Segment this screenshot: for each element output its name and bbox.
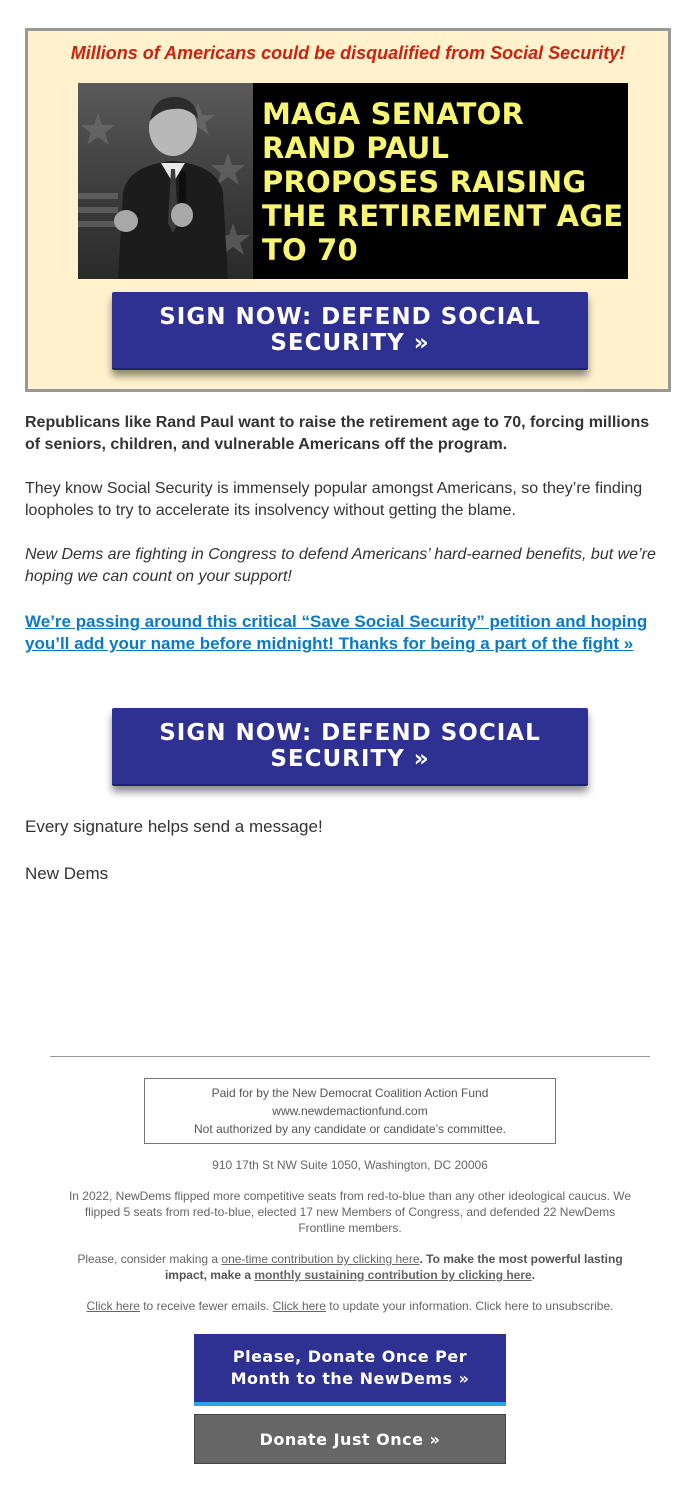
- one-time-contribution-link[interactable]: one-time contribution by clicking here: [221, 1252, 420, 1266]
- banner-headline: Millions of Americans could be disqualified from Social Security!: [70, 43, 626, 63]
- monthly-contribution-link[interactable]: monthly sustaining contribution by clicking here: [254, 1268, 532, 1282]
- paid-for-disclaimer: [144, 1078, 556, 1144]
- appeal-paragraph: New Dems are fighting in Congress to defend Americans’ hard-earned benefits, but we’re hoping we can count on your support!: [25, 546, 656, 585]
- update-info-link[interactable]: Click here: [272, 1299, 326, 1313]
- disclaimer-line: Paid for by the New Democrat Coalition Action Fund: [211, 1086, 489, 1100]
- footer-contribution: [60, 1251, 640, 1283]
- sign-now-button-top[interactable]: SIGN NOW: DEFEND SOCIAL SECURITY »: [112, 292, 588, 370]
- hero-line: MAGA SENATOR: [262, 97, 524, 131]
- contrib-text: Please, consider making a: [77, 1252, 222, 1266]
- hero-line: THE RETIREMENT AGE: [262, 199, 624, 233]
- contrib-text-bold: . To make the most powerful lasting impact, make a: [164, 1252, 623, 1282]
- disclaimer-line: www.newdemactionfund.com: [272, 1104, 428, 1118]
- signoff: New Dems: [25, 864, 109, 883]
- hero-image[interactable]: [78, 83, 628, 279]
- intro-paragraph: Republicans like Rand Paul want to raise the retirement age to 70, forcing millions of seniors, children, and vulnerable Americans off the program.: [25, 414, 650, 453]
- hero-line: RAND PAUL: [262, 131, 450, 165]
- hero-line: PROPOSES RAISING: [262, 165, 587, 199]
- hero-line: TO 70: [262, 233, 358, 267]
- body-paragraph: They know Social Security is immensely popular amongst Americans, so they’re finding loopholes to try to accelerate its insolvency without getting the blame.: [25, 480, 643, 519]
- footer-divider: [50, 1056, 650, 1057]
- disclaimer-line: Not authorized by any candidate or candidate’s committee.: [194, 1122, 506, 1136]
- senator-photo: [78, 83, 253, 279]
- footer-story: In 2022, NewDems flipped more competitive seats from red-to-blue than any other ideological caucus. We flipped 5 seats from red-to-blue, elected 17 new Members of Congress, and defended 22 NewDems Frontline members.: [68, 1189, 632, 1235]
- closing-line: Every signature helps send a message!: [25, 817, 323, 836]
- senator-silhouette-icon: [78, 83, 253, 279]
- donate-monthly-button[interactable]: Please, Donate Once Per Month to the NewDems »: [194, 1334, 506, 1406]
- donate-once-button[interactable]: Donate Just Once »: [194, 1414, 506, 1464]
- contrib-end: .: [531, 1268, 536, 1282]
- footer-address: 910 17th St NW Suite 1050, Washington, DC 20006: [212, 1158, 488, 1172]
- footer-preferences: [60, 1298, 640, 1314]
- fewer-emails-link[interactable]: Click here: [86, 1299, 140, 1313]
- petition-link[interactable]: We’re passing around this critical “Save Social Security” petition and hoping you’ll add your name before midnight! Thanks for being a part of the fight »: [25, 612, 648, 653]
- hero-headline: [262, 97, 624, 267]
- update-info-text: to update your information. Click here to unsubscribe.: [325, 1299, 614, 1313]
- sign-now-button-bottom[interactable]: SIGN NOW: DEFEND SOCIAL SECURITY »: [112, 708, 588, 786]
- fewer-emails-text: to receive fewer emails.: [139, 1299, 273, 1313]
